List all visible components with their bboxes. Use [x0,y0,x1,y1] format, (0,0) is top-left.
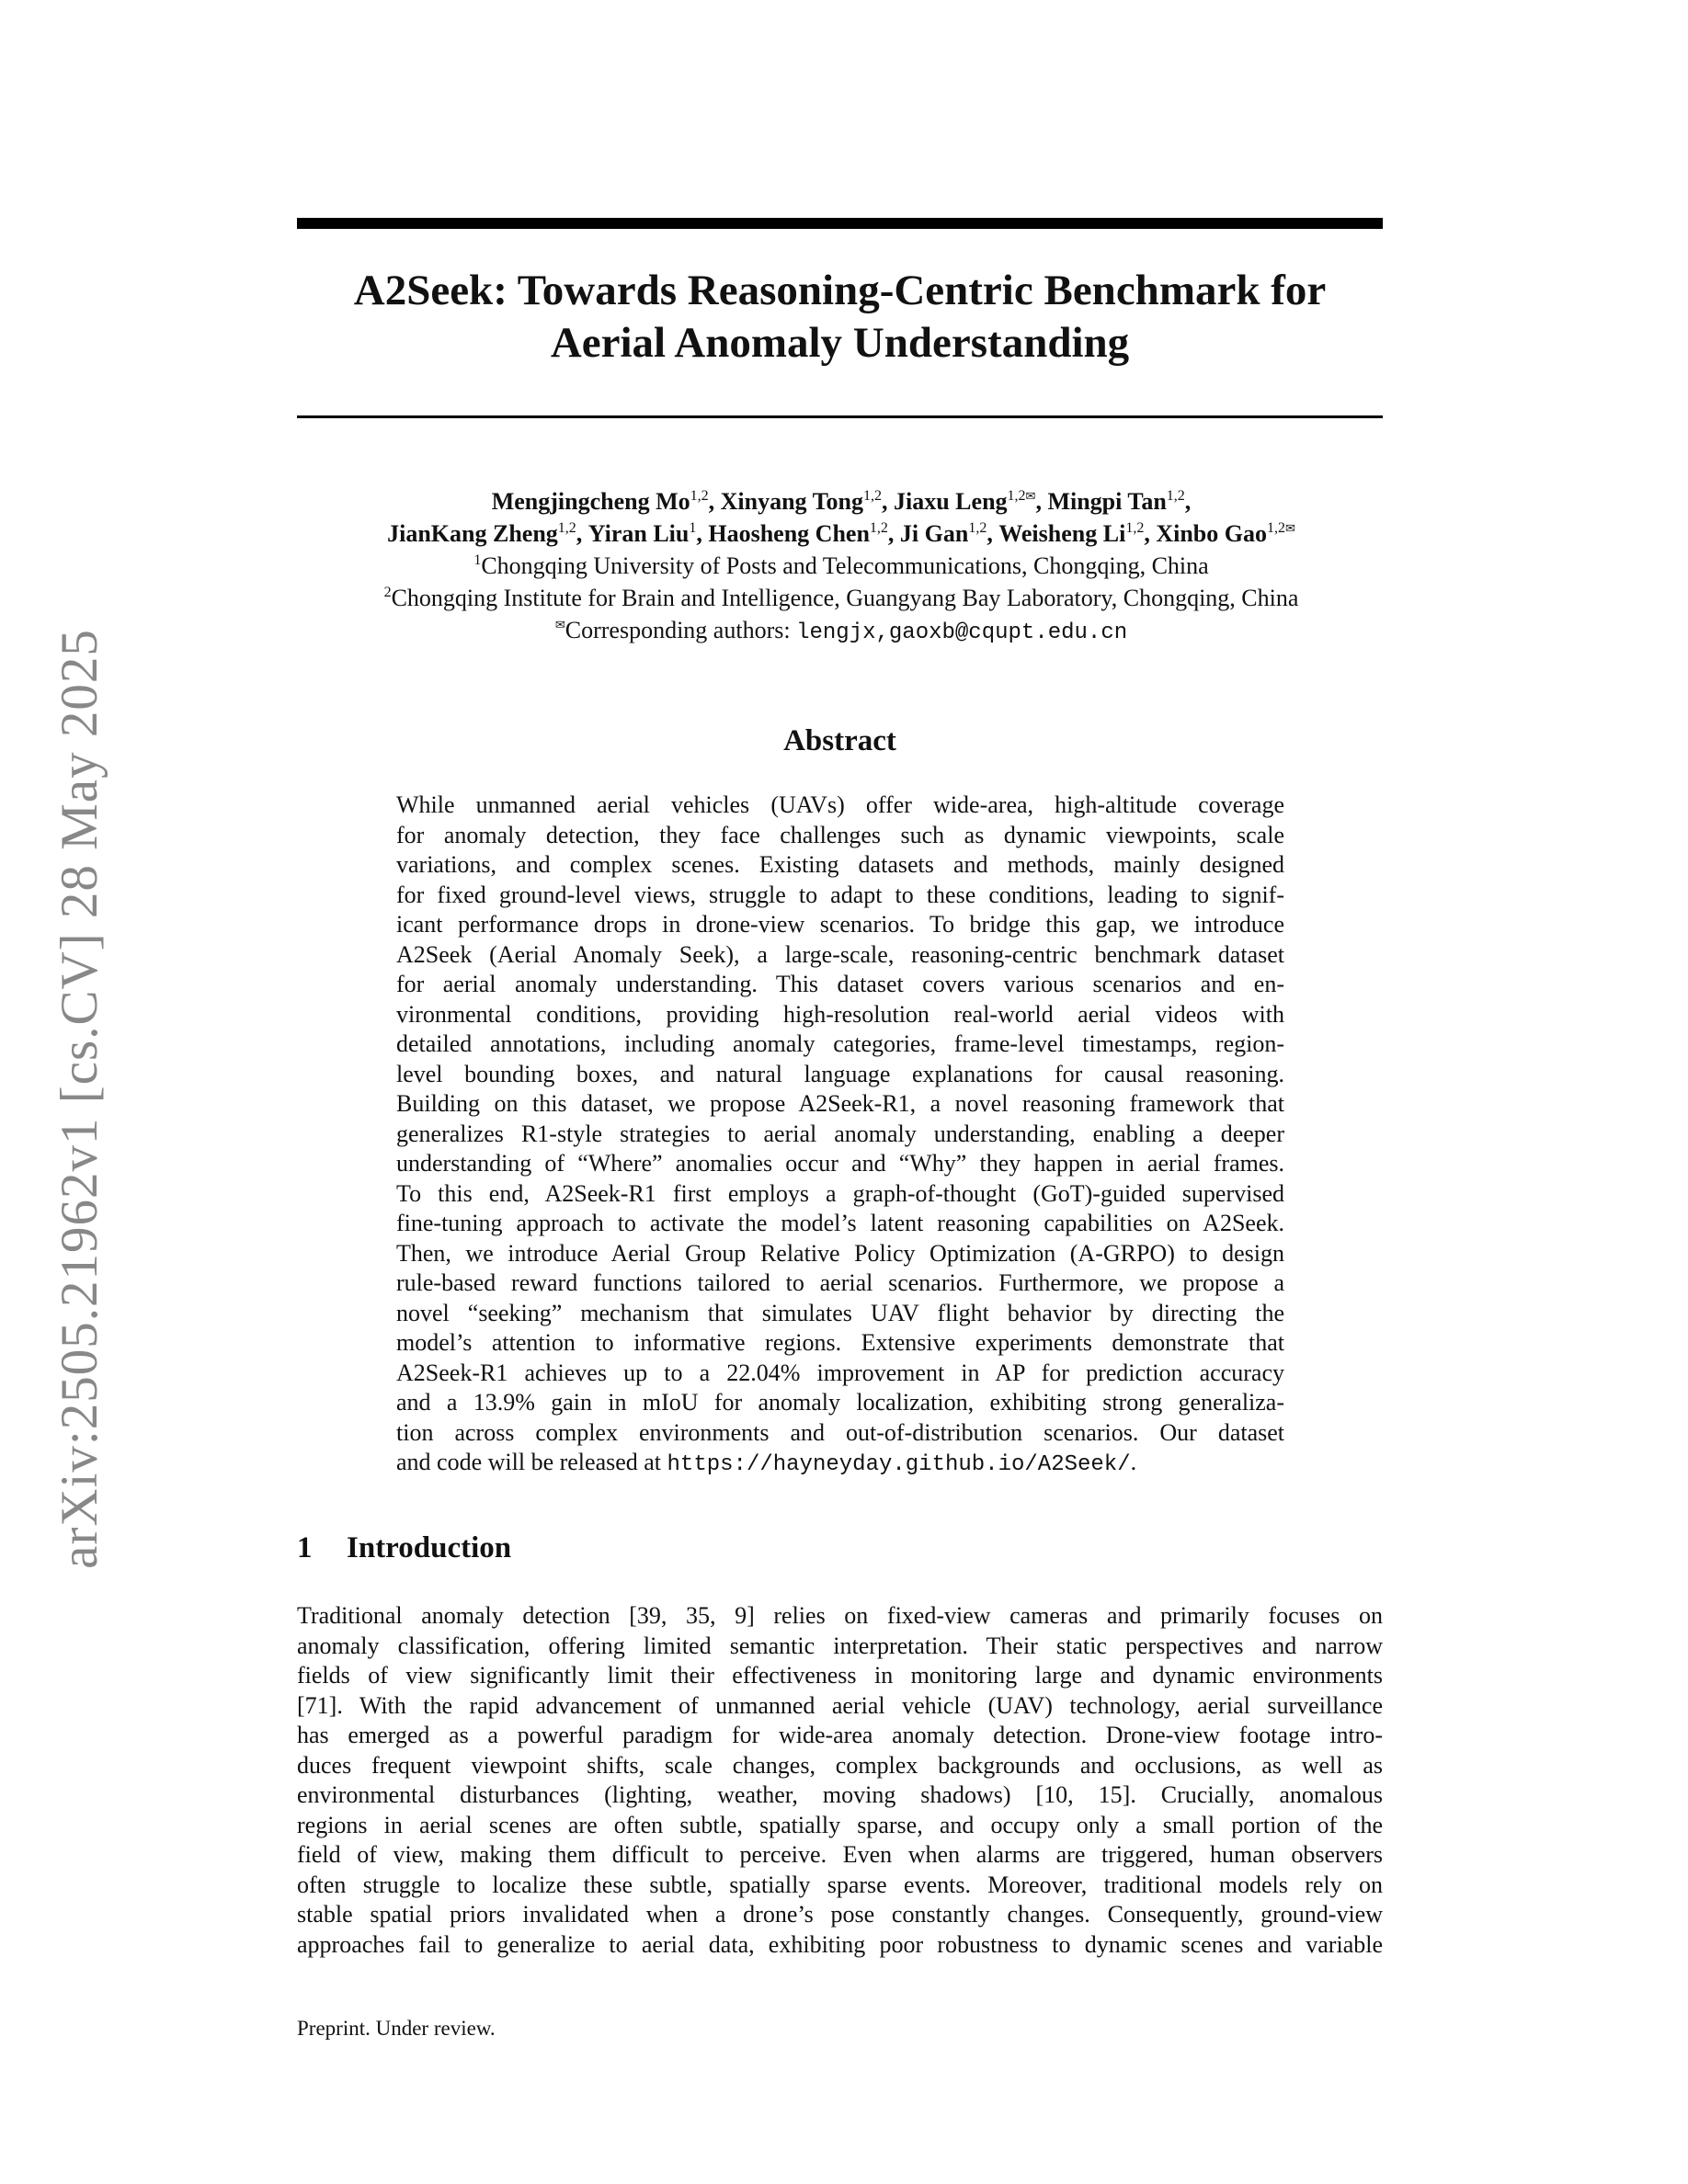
introduction-line: Traditional anomaly detection [39, 35, 9] relies on fixed-view cameras and primarily focuses on [297,1602,1383,1629]
title-line-1: A2Seek: Towards Reasoning-Centric Benchmark for [353,267,1327,314]
abstract-line: vironmental conditions, providing high-resolution real-world aerial videos with [396,1000,1284,1028]
author-name: Xinbo Gao [1156,520,1267,547]
title-line-2: Aerial Anomaly Understanding [550,319,1130,367]
abstract-line: variations, and complex scenes. Existing datasets and methods, mainly designed [396,851,1284,878]
introduction-line: fields of view significantly limit their effectiveness in monitoring large and dynamic environments [297,1662,1383,1689]
author-separator: , [887,520,895,547]
preprint-footnote: Preprint. Under review. [297,2017,496,2040]
author-affiliation: 1,2 [1125,520,1145,536]
section-heading-introduction [297,1530,511,1566]
author-separator: , [696,520,702,547]
corresponding-label: Corresponding authors: [565,617,797,643]
abstract-line: To this end, A2Seek-R1 first employs a graph-of-thought (GoT)-guided supervised [396,1179,1284,1207]
author-name: Haosheng Chen [708,520,870,547]
introduction-line: environmental disturbances (lighting, weather, moving shadows) [10, 15]. Crucially, anomalous [297,1781,1383,1808]
author-affiliation: 1,2 [690,488,709,504]
author-name: Jiaxu Leng [894,488,1008,515]
author-affiliation: 1,2 [557,520,576,536]
author-name: Ji Gan [899,520,969,547]
section-number: 1 [297,1531,313,1564]
section-title: Introduction [347,1531,512,1564]
author-name: Mengjingcheng Mo [491,488,690,515]
affiliation-number: 1 [473,552,482,568]
abstract-line: understanding of “Where” anomalies occur and “Why” they happen in aerial frames. [396,1150,1284,1177]
abstract-body [396,791,1284,1481]
author-affiliation: 1,2 [863,488,882,504]
introduction-line: has emerged as a powerful paradigm for wide-area anomaly detection. Drone-view footage intro- [297,1722,1383,1748]
author-name: Xinyang Tong [720,488,863,515]
abstract-line: for aerial anomaly understanding. This dataset covers various scenarios and en- [396,971,1284,997]
abstract-heading: Abstract [783,724,896,757]
envelope-icon: ✉ [1025,490,1036,504]
introduction-line: stable spatial priors invalidated when a drone’s pose constantly changes. Consequently, ground-view [297,1901,1383,1928]
arxiv-side-stamp [51,607,107,1590]
abstract-line: and a 13.9% gain in mIoU for anomaly localization, exhibiting strong generaliza- [396,1389,1284,1416]
abstract-last-period: . [1130,1449,1137,1475]
envelope-icon: ✉ [1284,522,1295,536]
author-separator: , [576,520,583,547]
introduction-line: field of view, making them difficult to perceive. Even when alarms are triggered, human observers [297,1841,1383,1868]
author-name: Weisheng Li [998,520,1126,547]
abstract-line: Then, we introduce Aerial Group Relative Policy Optimization (A-GRPO) to design [396,1239,1284,1267]
author-affiliation: 1,2 [1166,488,1185,504]
title-bottom-rule [297,415,1383,418]
abstract-line: novel “seeking” mechanism that simulates UAV flight behavior by directing the [396,1299,1284,1326]
author-affiliation: 1,2 [968,520,987,536]
paper-title [297,265,1383,370]
corresponding-authors [276,614,1407,649]
author-line-2 [276,518,1407,550]
introduction-line: regions in aerial scenes are often subtle, spatially sparse, and occupy only a small portion of the [297,1811,1383,1838]
abstract-line: While unmanned aerial vehicles (UAVs) offer wide-area, high-altitude coverage [396,791,1284,818]
abstract-line: Building on this dataset, we propose A2Seek-R1, a novel reasoning framework that [396,1090,1284,1117]
abstract-line: for anomaly detection, they face challenges such as dynamic viewpoints, scale [396,821,1284,848]
introduction-line: duces frequent viewpoint shifts, scale changes, complex backgrounds and occlusions, as well as [297,1751,1383,1779]
abstract-line: tion across complex environments and out-of-distribution scenarios. Our dataset [396,1418,1284,1446]
author-name: Mingpi Tan [1047,488,1167,515]
author-name: Yiran Liu [587,520,690,547]
author-affiliation: 1,2 [1266,520,1285,536]
introduction-line: approaches fail to generalize to aerial data, exhibiting poor robustness to dynamic scenes and variable [297,1930,1383,1958]
author-block [276,485,1407,649]
author-separator: , [1035,488,1042,515]
abstract-last-text: and code will be released at [396,1449,667,1475]
title-top-rule [297,218,1383,229]
affiliation-text: Chongqing Institute for Brain and Intelligence, Guangyang Bay Laboratory, Chongqing, China [391,585,1299,611]
author-affiliation: 1 [689,520,697,536]
abstract-line: detailed annotations, including anomaly categories, frame-level timestamps, region- [396,1030,1284,1057]
abstract-line: level bounding boxes, and natural language explanations for causal reasoning. [396,1060,1284,1087]
abstract-last-line [396,1448,1284,1481]
author-emails: lengjx,gaoxb@cqupt.edu.cn [796,620,1128,645]
introduction-line: often struggle to localize these subtle, spatially sparse events. Moreover, traditional models rely on [297,1871,1383,1898]
affiliation-number: 2 [383,585,392,600]
project-url-link[interactable]: https://hayneyday.github.io/A2Seek/ [667,1452,1131,1477]
envelope-icon: ✉ [554,619,565,632]
author-line-1 [276,485,1407,518]
author-separator: , [987,520,993,547]
affiliation-2 [276,582,1407,614]
author-separator: , [1184,488,1192,515]
abstract-line: generalizes R1-style strategies to aerial anomaly understanding, enabling a deeper [396,1120,1284,1147]
abstract-line: for fixed ground-level views, struggle to adapt to these conditions, leading to signif- [396,881,1284,908]
arxiv-identifier: arXiv:2505.21962v1 [cs.CV] 28 May 2025 [50,628,108,1569]
abstract-line: A2Seek (Aerial Anomaly Seek), a large-scale, reasoning-centric benchmark dataset [396,940,1284,968]
abstract-line: fine-tuning approach to activate the model’s latent reasoning capabilities on A2Seek. [396,1210,1284,1236]
affiliation-text: Chongqing University of Posts and Telecommunications, Chongqing, China [481,552,1209,579]
introduction-line: anomaly classification, offering limited semantic interpretation. Their static perspectives and narrow [297,1632,1383,1659]
author-separator: , [1144,520,1150,547]
abstract-line: model’s attention to informative regions. Extensive experiments demonstrate that [396,1329,1284,1356]
abstract-line: rule-based reward functions tailored to aerial scenarios. Furthermore, we propose a [396,1269,1284,1296]
author-separator: , [708,488,715,515]
author-name: JianKang Zheng [387,520,558,547]
abstract-line: A2Seek-R1 achieves up to a 22.04% improvement in AP for prediction accuracy [396,1359,1284,1386]
abstract-line: icant performance drops in drone-view scenarios. To bridge this gap, we introduce [396,911,1284,938]
affiliation-1 [276,550,1407,582]
author-affiliation: 1,2 [1007,488,1026,504]
introduction-body [297,1601,1383,1960]
introduction-line: [71]. With the rapid advancement of unmanned aerial vehicle (UAV) technology, aerial surveillance [297,1691,1383,1719]
author-affiliation: 1,2 [869,520,888,536]
author-separator: , [882,488,888,515]
